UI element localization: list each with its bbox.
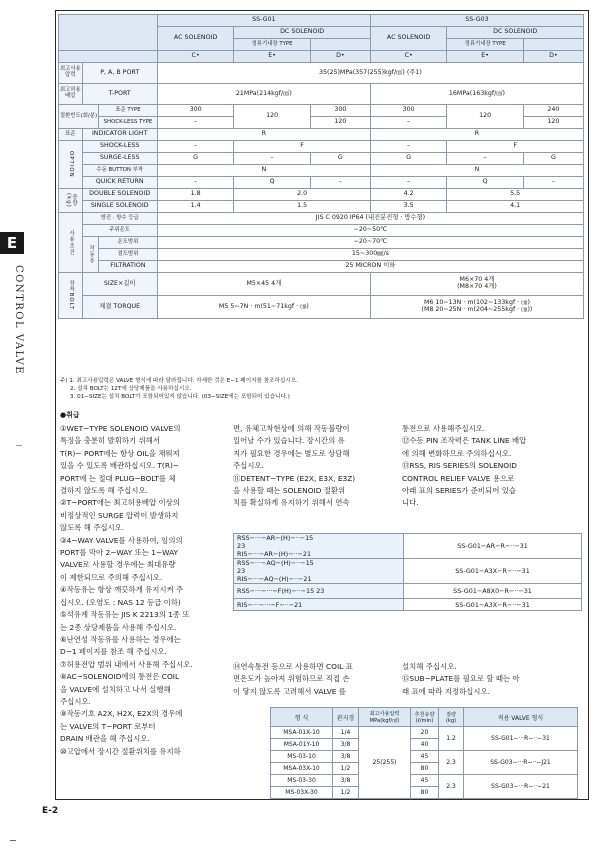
table-cell: C• <box>157 51 234 63</box>
table-cell: SS-G01−AR−R−··−31 <box>404 534 582 559</box>
table-cell: 중량(kg) <box>59 189 83 213</box>
handling-col-4 <box>233 661 401 698</box>
table-cell: SS-G01−···R−··−31 <box>464 727 578 751</box>
table-cell: 최고사용압력 MPa(kgf/㎠) <box>359 708 411 727</box>
table-cell: – <box>447 153 523 165</box>
table-cell: 3/8 <box>333 739 359 751</box>
text-line: 일어날 수가 있습니다. 장시간의 유 <box>233 436 345 446</box>
table-cell: 1.2 <box>439 727 464 751</box>
table-cell: 120 <box>447 105 523 129</box>
table-cell: – <box>370 141 447 153</box>
table-cell: SS-G03−···R−··−J21 <box>464 751 578 775</box>
table-cell: −20∼50℃ <box>157 225 583 237</box>
table-cell: G <box>523 153 583 165</box>
table-cell: 작동유 <box>82 237 98 273</box>
table-cell: 형 식 <box>271 708 333 727</box>
table-cell: 최고사용압력 <box>59 63 83 84</box>
row-back-pressure <box>59 84 584 105</box>
text-line: 는 VALVE의 T−PORT 로부터 <box>60 721 156 731</box>
table-cell: 15∼300㎟/s <box>157 249 583 261</box>
table-cell: SS-G01−A3X−R−··−31 <box>404 599 582 611</box>
text-line: 면온도가 높아져 위험하므로 직접 손 <box>233 674 350 684</box>
table-cell: JIS C 0920 IP64 (내진분진형 · 방수형) <box>157 213 583 225</box>
table-cell: 주위온도 <box>82 225 157 237</box>
table-cell: 4.2 <box>370 189 447 201</box>
text-line: 결하지 않도록 해 주십시오. <box>60 486 148 496</box>
table-cell: 체결 TORQUE <box>82 296 157 319</box>
text-line: ③4−WAY VALVE를 사용하여, 임의의 <box>60 535 183 545</box>
table-cell: 45 <box>411 775 439 787</box>
handling-title: ●취급 <box>60 411 80 419</box>
table-cell: 최고허용배압 <box>59 84 83 105</box>
row-freq-std <box>59 105 584 117</box>
table-cell: 4.1 <box>447 201 584 213</box>
table-cell: DC SOLENOID <box>447 27 584 39</box>
side-dash <box>16 445 22 446</box>
row-surgeless <box>59 153 584 165</box>
text-line: PORT를 막아 2−WAY 또는 1−WAY <box>60 548 179 558</box>
table-cell: 120 <box>234 105 310 129</box>
table-cell: – <box>370 177 447 189</box>
table-cell: R <box>157 129 370 141</box>
handling-col-5 <box>402 661 582 698</box>
table-cell: 1/2 <box>333 787 359 799</box>
text-line: 있을 수 있도록 배관하십시오. T(R)− <box>60 461 180 471</box>
table-cell: SIZE×길이 <box>82 273 157 296</box>
table-cell: N <box>157 165 370 177</box>
table-cell: 질량 (kg) <box>439 708 464 727</box>
text-line: 에 의해 변화하므로 주의하십시오. <box>402 448 512 458</box>
text-line: ⑪DETENT−TYPE (E2X, E3X, E3Z) <box>233 473 356 483</box>
text-line: 을 VALVE에 설치하고 나서 실행해 <box>60 684 171 694</box>
text-line: 이 제한되므로 주의해 주십시오. <box>60 572 163 582</box>
table-cell: P, A, B PORT <box>82 63 157 84</box>
text-line: ②T−PORT에는 최고허용배압 이상의 <box>60 498 180 508</box>
hdr-row-1 <box>59 15 584 27</box>
table-cell: 관지경 <box>333 708 359 727</box>
table-cell: 300 <box>157 105 234 117</box>
table-cell: 표준 TYPE <box>99 105 158 117</box>
table-cell: MSA-01X-10 <box>271 727 333 739</box>
text-line: CONTROL RELIEF VALVE 용으로 <box>402 473 515 483</box>
table-cell: G <box>157 153 234 165</box>
table-cell: 16MPa(163kgf/㎠) <box>370 84 583 105</box>
table-cell: 40 <box>411 739 439 751</box>
table-cell: RSS−···−AQ−(H)−··−15 23 RIS−···−AQ−(H)−··−21 <box>234 559 404 584</box>
table-cell: 점도범위 <box>99 249 158 261</box>
table-cell: – <box>157 141 234 153</box>
table-cell: 사용조건 <box>59 213 83 273</box>
handling-col-3 <box>402 423 582 510</box>
table-cell: 2.3 <box>439 751 464 775</box>
subplate-row <box>271 775 578 787</box>
table-cell: R <box>370 129 583 141</box>
handling-col-2 <box>233 423 385 510</box>
table-cell: 3/8 <box>333 775 359 787</box>
table-cell: MSA-01Y-10 <box>271 739 333 751</box>
table-cell: MS-03-30 <box>271 775 333 787</box>
model-g01: SS-G01 <box>157 15 370 27</box>
table-cell: DC SOLENOID <box>234 27 371 39</box>
text-line: PORT에 는 절대 PLUG−BOLT를 체 <box>60 473 176 483</box>
table-cell: G <box>370 153 447 165</box>
table-cell: SS-G01−A3X−R−··−31 <box>404 559 582 584</box>
text-line: ⑬RSS, RIS SERIES의 SOLENOID <box>402 461 518 471</box>
row-shockless <box>59 141 584 153</box>
table-cell: AC SOLENOID <box>157 27 234 51</box>
table-cell: RSS−···−···−F(H)−··−15 23 <box>234 584 404 599</box>
table-cell <box>59 51 158 63</box>
table-cell: C• <box>370 51 447 63</box>
text-line: ①WET−TYPE SOLENOID VALVE의 <box>60 424 181 433</box>
table-cell: – <box>157 117 234 129</box>
table-cell: 1.5 <box>234 201 371 213</box>
table-cell: 300 <box>310 105 370 117</box>
table-cell: 35(25)MPa(357(255)kgf/㎠) (주1) <box>157 63 583 84</box>
text-line: D−1 페이지를 참조 해 주십시오. <box>60 647 167 657</box>
table-cell: 120 <box>310 117 370 129</box>
table-cell: 21MPa(214kgf/㎠) <box>157 84 370 105</box>
table-cell: F <box>447 141 584 153</box>
table-cell: OPTION <box>59 141 83 189</box>
text-line: 을 사용할 때는 SOLENOID 절환위 <box>233 486 346 496</box>
table-cell: 절환빈도(회/분) <box>59 105 99 129</box>
text-line: 통전으로 사용해주십시오. <box>402 424 486 433</box>
table-cell <box>310 39 370 51</box>
subplate-header <box>271 708 578 727</box>
table-cell: SHOCK-LESS TYPE <box>99 117 158 129</box>
model-g03: SS-G03 <box>370 15 583 27</box>
table-cell: 장착BOLT <box>59 273 83 319</box>
text-line: 십시오. (오염도 : NAS 12 등급 이하) <box>60 597 181 607</box>
table-cell: 방진 · 방수 등급 <box>82 213 157 225</box>
table-cell: 1.8 <box>157 189 234 201</box>
table-cell: M6 10∼13N · m(102∼133kgf · ㎝) (M8 20∼25N · m(204∼255kgf · ㎝)) <box>370 296 583 319</box>
side-title: CONTROL VALVE <box>13 265 24 376</box>
text-line: 않도록 해 주십시오. <box>60 523 125 533</box>
table-cell: 1/4 <box>333 727 359 739</box>
table-cell: 적용 VALVE 형식 <box>464 708 578 727</box>
text-line: ⑮SUB−PLATE를 필요로 할 때는 아 <box>402 674 520 684</box>
table-cell: FILTRATION <box>99 261 158 273</box>
table-cell: 3.5 <box>370 201 447 213</box>
table-cell: MSA-03X-10 <box>271 763 333 775</box>
table-cell: 표준 <box>59 129 83 141</box>
table-cell: 300 <box>370 105 447 117</box>
table-cell: MS-03X-30 <box>271 787 333 799</box>
table-cell: INDICATOR LIGHT <box>82 129 157 141</box>
table-cell: 25(255) <box>359 727 411 799</box>
table-cell: RSS−···−AR−(H)−··−15 23 RIS−···−AR−(H)−··−21 <box>234 534 404 559</box>
text-line: 치를 확실하게 유지하기 위해서 연속 <box>233 498 350 508</box>
text-line: ⑩고압에서 장시간 절환위치를 유지하 <box>60 746 181 756</box>
text-line: 지가 필요한 경우에는 별도로 상담해 <box>233 448 350 458</box>
table-cell: −20∼70℃ <box>157 237 583 249</box>
row-quick <box>59 177 584 189</box>
rs-row <box>234 584 582 599</box>
table-cell: Q <box>447 177 523 189</box>
table-cell: D• <box>523 51 583 63</box>
text-line: 설치해 주십시오. <box>402 662 457 671</box>
subplate-table <box>270 707 578 799</box>
table-cell: SHOCK-LESS <box>82 141 157 153</box>
text-line: 는 2종 상당제품을 사용해 주십시오. <box>60 622 177 632</box>
table-cell: Q <box>234 177 310 189</box>
row-filtration <box>59 261 584 273</box>
text-line: ⑧AC−SOLENOID에의 통전은 COIL <box>60 672 180 682</box>
text-line: VALVE로 사용할 경우에는 최대유량 <box>60 560 176 570</box>
table-cell: 온도범위 <box>99 237 158 249</box>
table-cell: 1/2 <box>333 763 359 775</box>
table-cell: 2.3 <box>439 775 464 799</box>
table-cell: M5×45 4개 <box>157 273 370 296</box>
corner-mark <box>10 840 16 841</box>
table-cell: 2.0 <box>234 189 371 201</box>
table-cell: 수동 BUTTON 부착 <box>82 165 157 177</box>
table-cell: 120 <box>523 117 583 129</box>
table-cell: – <box>157 177 234 189</box>
table-cell: 80 <box>411 787 439 799</box>
table-cell: T-PORT <box>82 84 157 105</box>
table-cell: SS-G03−···R−··−21 <box>464 775 578 799</box>
row-max-pressure <box>59 63 584 84</box>
table-cell: 25 MICRON 이하 <box>157 261 583 273</box>
row-oiltemp <box>59 237 584 249</box>
page-number: E-2 <box>42 806 59 816</box>
table-cell: 240 <box>523 105 583 117</box>
handling-col-1 <box>60 423 212 758</box>
table-cell: AC SOLENOID <box>370 27 447 51</box>
table-cell: MS-03-10 <box>271 751 333 763</box>
text-line: ⑤석유계 작동유는 JIS K 2213의 1종 또 <box>60 610 190 620</box>
table-cell: 5.5 <box>447 189 584 201</box>
table-cell: E• <box>447 51 523 63</box>
text-line: 아래 표의 SERIES가 준비되어 있습 <box>402 486 516 496</box>
table-cell <box>523 39 583 51</box>
text-line: 이 닿지 않도록 고려해서 VALVE 를 <box>233 686 346 696</box>
table-cell: D• <box>310 51 370 63</box>
text-line: 주십시오. <box>233 461 264 471</box>
text-line: ⑥난연성 작동유를 사용하는 경우에는 <box>60 634 181 644</box>
table-cell: 정류기내장 TYPE <box>234 39 310 51</box>
text-line: ⑨작동기호 A2X, H2X, E2X의 경우에 <box>60 709 183 719</box>
table-cell: 추천유량 (ℓ/min) <box>411 708 439 727</box>
subplate-row <box>271 727 578 739</box>
row-weight-double <box>59 189 584 201</box>
table-cell: M6×70 4개 (M8×70 4개) <box>370 273 583 296</box>
text-line: ⑭연속통전 등으로 사용하면 COIL 표 <box>233 662 353 671</box>
spec-table <box>58 14 584 319</box>
rs-row <box>234 559 582 584</box>
table-cell: QUICK RETURN <box>82 177 157 189</box>
text-line: 니다. <box>402 498 419 508</box>
table-cell: 45 <box>411 751 439 763</box>
table-cell: M5 5∼7N · m(51∼71kgf · ㎝) <box>157 296 370 319</box>
table-cell: 20 <box>411 727 439 739</box>
text-line: ⑫수동 PIN 조작력은 TANK LINE 배압 <box>402 436 527 446</box>
rs-series-table <box>233 533 582 611</box>
row-visc <box>59 249 584 261</box>
table-cell: RIS−···−···−F−··−21 <box>234 599 404 611</box>
table-cell <box>59 15 158 51</box>
subplate-row <box>271 751 578 763</box>
rs-row <box>234 599 582 611</box>
row-ambient <box>59 225 584 237</box>
text-line: 주십시오. <box>60 696 91 706</box>
hdr-row-4 <box>59 51 584 63</box>
row-manual <box>59 165 584 177</box>
table-cell: – <box>310 177 370 189</box>
table-cell: – <box>234 153 310 165</box>
table-cell: E• <box>234 51 310 63</box>
text-line: ⑦허용전압 범위 내에서 사용해 주십시오. <box>60 659 193 669</box>
table-cell: 3/8 <box>333 751 359 763</box>
row-indicator <box>59 129 584 141</box>
table-cell: SS-G01−A8X0−R−··−31 <box>404 584 582 599</box>
table-cell: 정류기내장 TYPE <box>447 39 523 51</box>
rs-row <box>234 534 582 559</box>
table-cell: 80 <box>411 763 439 775</box>
row-bolt-size <box>59 273 584 296</box>
text-line: 면, 유체고착현상에 의해 작동불량이 <box>233 424 350 433</box>
text-line: T(R)− PORT에는 항상 OIL을 채워져 <box>60 448 180 458</box>
table-cell: 1.4 <box>157 201 234 213</box>
text-line: ④작동유는 항상 깨끗하게 유지시켜 주 <box>60 585 184 595</box>
table-cell: DOUBLE SOLENOID <box>82 189 157 201</box>
row-torque <box>59 296 584 319</box>
row-weight-single <box>59 201 584 213</box>
table-cell: – <box>370 117 447 129</box>
table-cell: N <box>370 165 583 177</box>
table-cell: G <box>310 153 370 165</box>
table-cell: SINGLE SOLENOID <box>82 201 157 213</box>
text-line: 래 표에 따라 지정하십시오. <box>402 686 490 696</box>
text-line: 비정상적인 SURGE 압력이 발생하지 <box>60 510 179 520</box>
footnotes: 주) 1. 최고사용압력은 VALVE 형식에 따라 달라집니다. 자세한 것은 E−1 페이지를 참조하십시오. 2. 설치 BOLT는 12T에 상당제품을 사용하십시오. 3. 01−SIZE는 설치 BOLT가 포함되어있지 않습니다. (03−SIZE에는 포함되어 있습니다.) <box>60 378 298 400</box>
table-cell: SURGE-LESS <box>82 153 157 165</box>
table-cell: – <box>523 177 583 189</box>
text-line: 특징을 충분히 발휘하기 위해서 <box>60 436 160 446</box>
table-cell: F <box>234 141 371 153</box>
section-tab: E <box>0 232 24 254</box>
text-line: DRAIN 배관을 해 주십시오. <box>60 734 150 744</box>
row-protect <box>59 213 584 225</box>
